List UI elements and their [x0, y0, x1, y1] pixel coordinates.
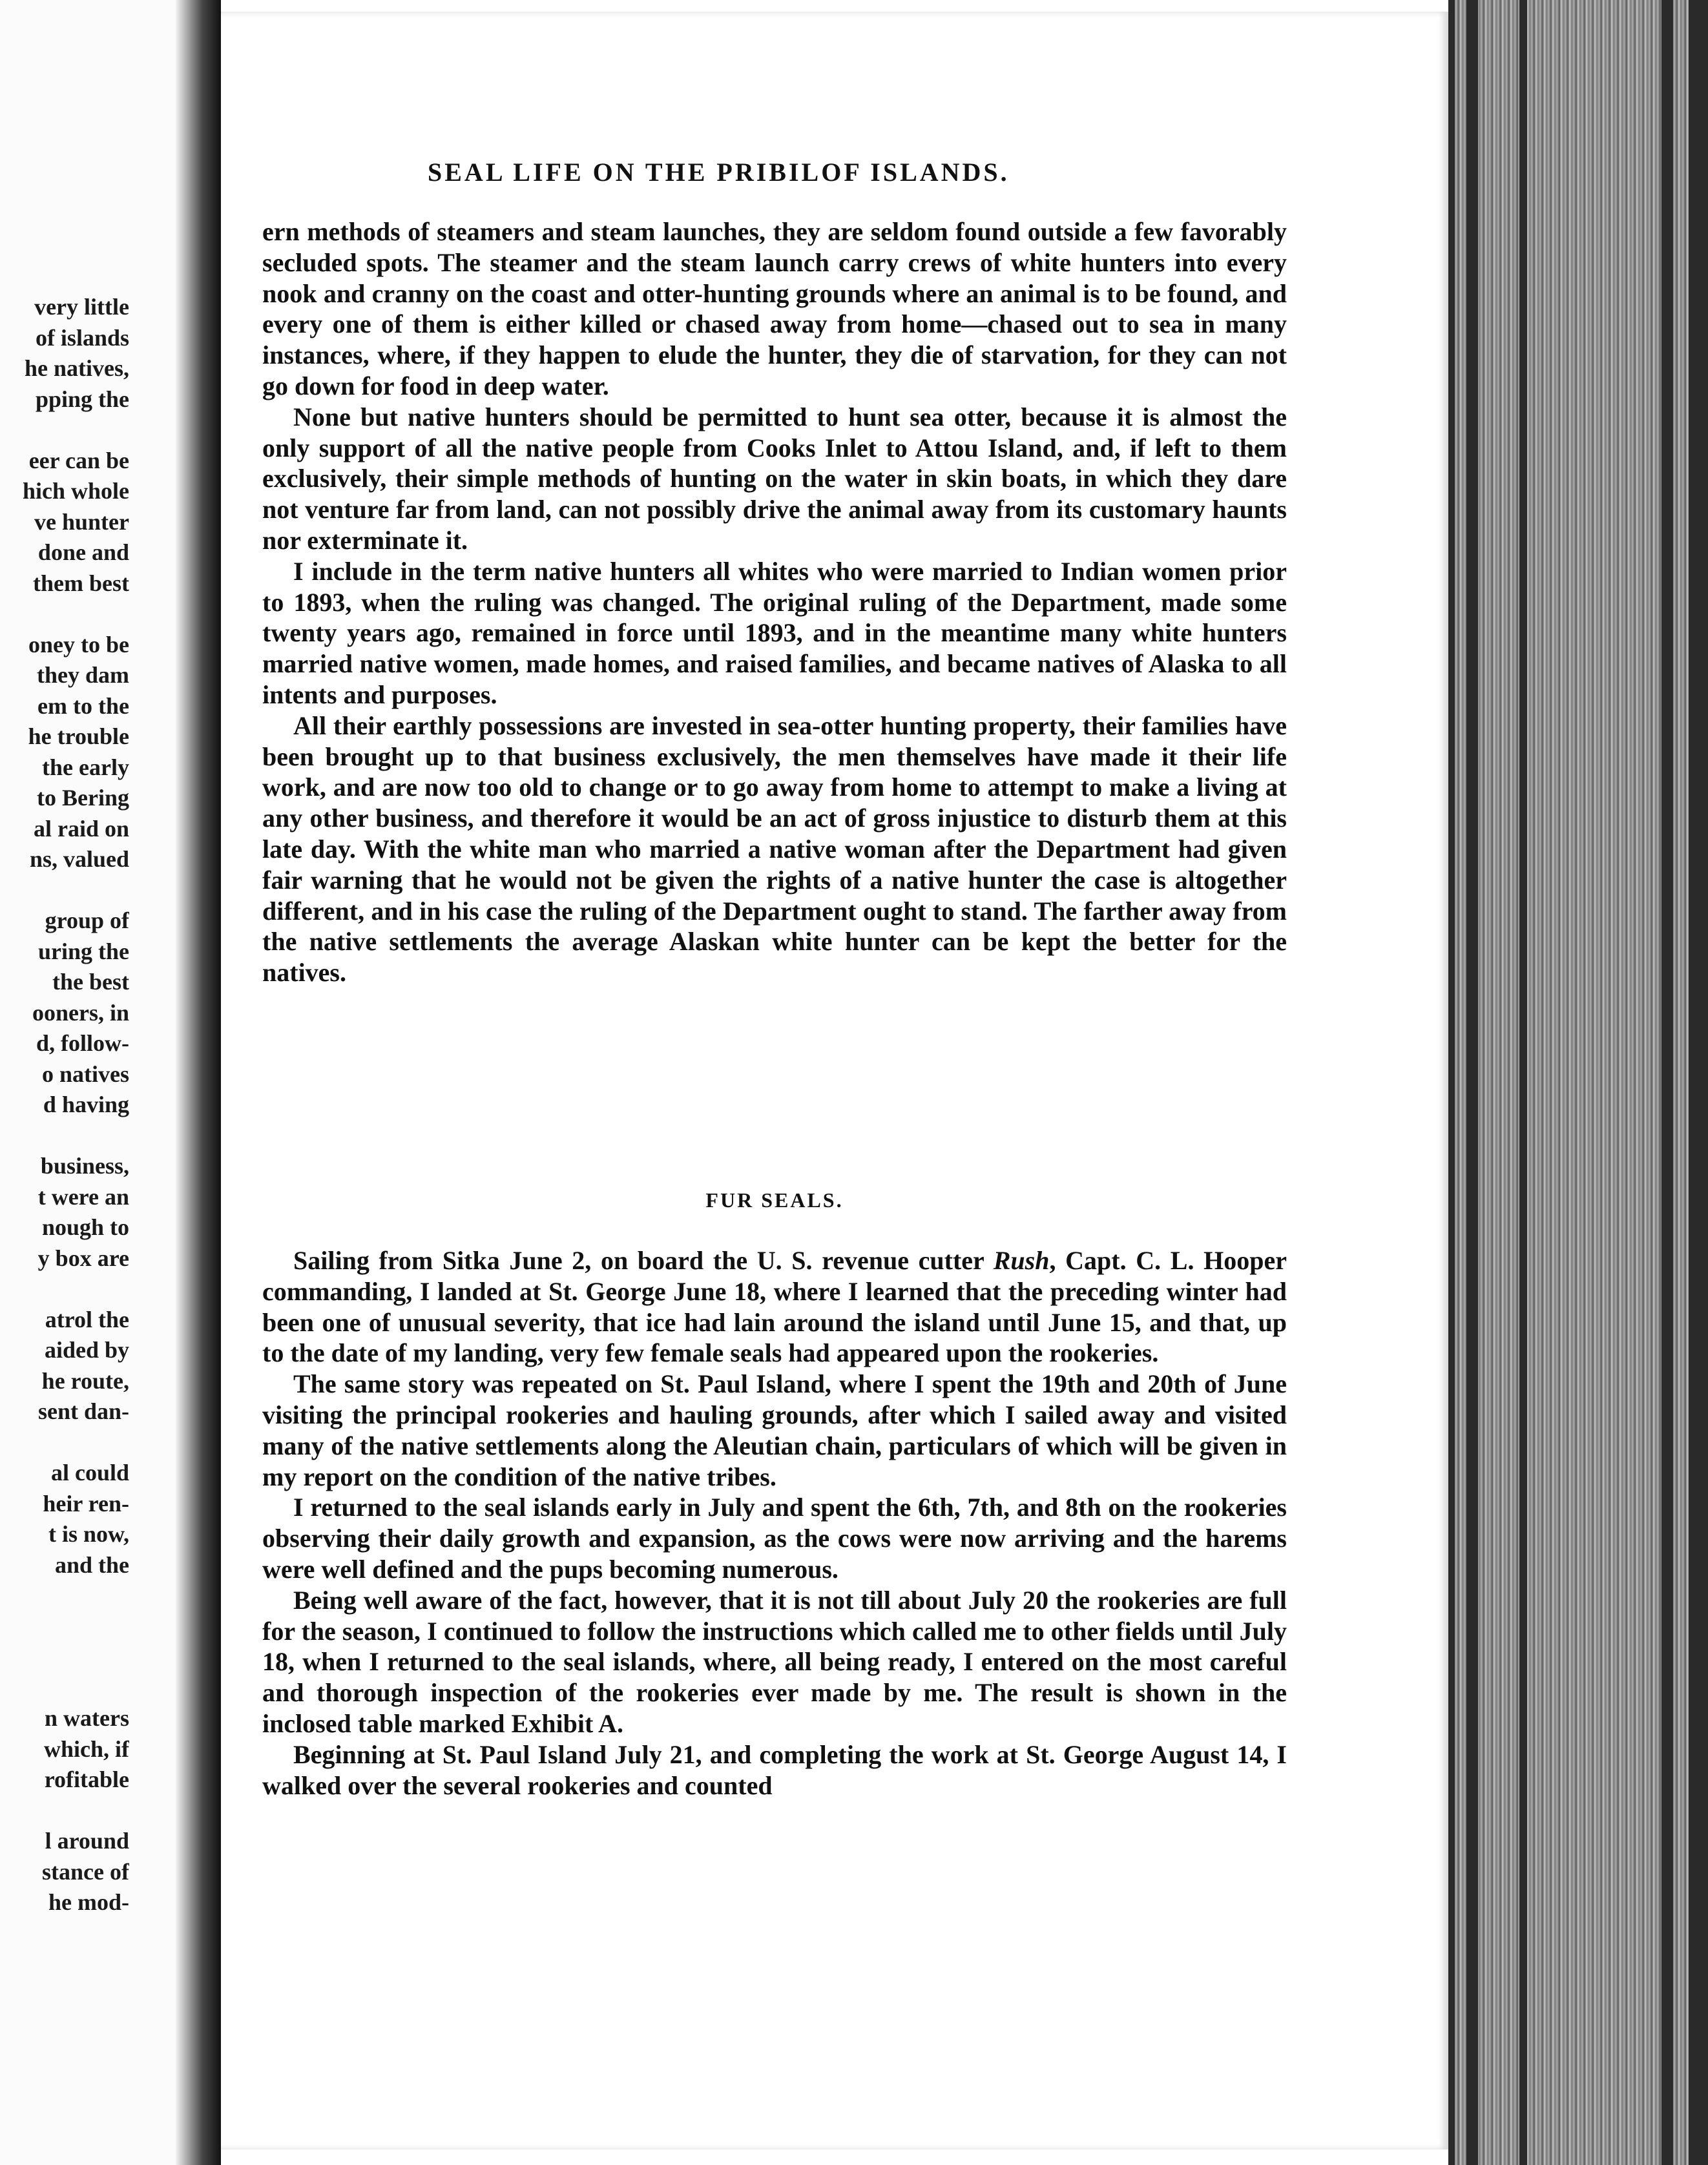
paragraph: The same story was repeated on St. Paul Island, where I spent the 19th and 20th of June visiting the principal rookeries and hauling grounds, after which I sailed away and visited many of the native settlements along the Aleutian chain, particulars of which will be given in my report on the condition of the native tribes.	[262, 1369, 1287, 1491]
ship-name: Rush	[993, 1246, 1050, 1275]
section-heading: FUR SEALS.	[705, 1188, 844, 1212]
left-page-line: which, if	[43, 1735, 129, 1762]
left-page-line: d having	[43, 1092, 129, 1117]
left-page-line: t were an	[37, 1183, 129, 1210]
paragraph: Being well aware of the fact, however, that it is not till about July 20 the rookeries are full for the season, I continued to follow the instructions which called me to other fields until July 18, when I returned to the seal islands, where, all being ready, I entered on the most careful and thorough inspection of the rookeries ever made by me. The result is shown in the inclosed table marked Exhibit A.	[262, 1585, 1287, 1738]
book-page-edges	[1448, 0, 1708, 2165]
left-page-line: o natives	[42, 1061, 129, 1087]
left-page-line: oney to be	[28, 631, 129, 658]
left-page-gap	[0, 1796, 129, 1827]
left-page-line: the early	[42, 754, 129, 780]
left-page-gap	[0, 1642, 129, 1673]
paragraph	[262, 1245, 1287, 1369]
edge-shadow	[1661, 0, 1673, 2165]
left-page-line: pping the	[35, 386, 129, 412]
left-page-line: he mod-	[48, 1889, 129, 1915]
body-text	[262, 216, 1287, 988]
left-page-line: ns, valued	[29, 846, 129, 872]
left-page-line: very little	[34, 294, 129, 320]
edge-shadow	[1519, 0, 1527, 2165]
gutter-shadow	[176, 0, 221, 2165]
left-page-line: al could	[50, 1460, 129, 1486]
left-page-gap	[0, 1611, 129, 1642]
left-page-line: to Bering	[37, 785, 129, 811]
paragraph: All their earthly possessions are invested in sea-otter hunting property, their families have been brought up to that business exclusively, the men themselves have made it their life work, and are now too old to change or to go away from home to attempt to make a living at any other business, and therefore it would be an act of gross injustice to disturb them at this late day. With the white man who married a native woman after the Department had given fair warning that he would not be given the rights of a native hunter the case is altogether different, and in his case the ruling of the Department ought to stand. The farther away from the native settlements the average Alaskan white hunter can be kept the better for the natives.	[262, 710, 1287, 988]
section-text	[262, 1245, 1287, 1801]
edge-shadow	[1689, 0, 1708, 2165]
edge-shadow	[1448, 0, 1455, 2165]
running-head	[428, 157, 1500, 196]
left-page-line: stance of	[42, 1858, 129, 1885]
running-head-title: SEAL LIFE ON THE PRIBILOF ISLANDS.	[428, 158, 1010, 187]
left-page-line: of islands	[35, 324, 129, 351]
left-page-line: done and	[37, 539, 129, 565]
left-page-line: them best	[33, 570, 129, 596]
paragraph: None but native hunters should be permitted to hunt sea otter, because it is almost the only support of all the native people from Cooks Inlet to Attou Island, and, if left to them exclusively, their simple methods of hunting on the water in skin boats, in which they dare not venture far from land, can not possibly drive the animal away from its customary haunts nor exterminate it.	[262, 402, 1287, 555]
paragraph: I include in the term native hunters all whites who were married to Indian women prior to 1893, when the ruling was changed. The original ruling of the Department, made some twenty years ago, remained in force until 1893, and in the meantime many white hunters married native women, made homes, and raised families, and became natives of Alaska to all intents and purposes.	[262, 556, 1287, 709]
left-page-line: l around	[45, 1828, 129, 1854]
left-page-line: the best	[52, 969, 129, 995]
left-page-line: em to the	[37, 692, 129, 719]
edge-shadow	[1466, 0, 1478, 2165]
left-page-line: business,	[40, 1153, 129, 1179]
left-page-line: he trouble	[28, 723, 129, 749]
paragraph: ern methods of steamers and steam launches, they are seldom found outside a few favorably secluded spots. The steamer and the steam launch carry crews of white hunters into every nook and cranny on the coast and otter-hunting grounds where an animal is to be found, and every one of them is either killed or chased away from home—chased out to sea in many instances, where, if they happen to elude the hunter, they die of starvation, for they can not go down for food in deep water.	[262, 217, 1287, 400]
left-page-gap	[0, 1673, 129, 1704]
left-page-gap	[0, 1274, 129, 1305]
left-page-line: group of	[45, 907, 129, 933]
left-page-line: ve hunter	[34, 508, 129, 535]
left-page-gap	[0, 1121, 129, 1152]
left-page-line: ooners, in	[32, 999, 129, 1026]
text-run: , Capt. C. L. Hooper commanding, I landed at St. George June 18, where I learned that the preceding winter had been one of unusual severity, that ice had lain around the island until June 15, and that, up to the date of my landing, very few female seals had appeared upon the rookeries.	[262, 1246, 1287, 1368]
left-page-gap	[0, 875, 129, 906]
left-page-line: d, follow-	[36, 1030, 129, 1056]
left-page-line: eer can be	[28, 447, 129, 473]
left-page-line: rofitable	[44, 1766, 129, 1792]
left-page-gap	[0, 415, 129, 446]
left-page-text	[0, 292, 129, 1918]
left-page-gap	[0, 1580, 129, 1611]
text-run: Sailing from Sitka June 2, on board the U. S. revenue cutter	[293, 1246, 994, 1275]
left-page-line: heir ren-	[43, 1490, 129, 1517]
left-page-line: sent dan-	[37, 1398, 129, 1424]
left-page-line: aided by	[44, 1337, 129, 1363]
paragraph: I returned to the seal islands early in July and spent the 6th, 7th, and 8th on the rookeries observing their daily growth and expansion, as the cows were now arriving and the harems were well defined and the pups becoming numerous.	[262, 1493, 1287, 1584]
left-page-line: they dam	[37, 662, 129, 688]
left-page-line: t is now,	[48, 1521, 129, 1547]
left-page-line: y box are	[37, 1245, 129, 1271]
left-page-line: uring the	[37, 938, 129, 964]
left-page-line: hich whole	[22, 478, 129, 504]
left-page-line: he natives,	[25, 355, 129, 381]
left-page-gap	[0, 599, 129, 630]
left-page-line: and the	[54, 1551, 129, 1578]
left-page-gap	[0, 1427, 129, 1458]
left-page-line: he route,	[41, 1367, 129, 1394]
left-page-line: nough to	[41, 1214, 129, 1240]
left-page-line: atrol the	[45, 1306, 129, 1332]
left-page-line: al raid on	[33, 815, 129, 842]
paragraph: Beginning at St. Paul Island July 21, and completing the work at St. George August 14, I walked over the several rookeries and counted	[262, 1739, 1287, 1800]
left-page-line: n waters	[45, 1705, 129, 1731]
